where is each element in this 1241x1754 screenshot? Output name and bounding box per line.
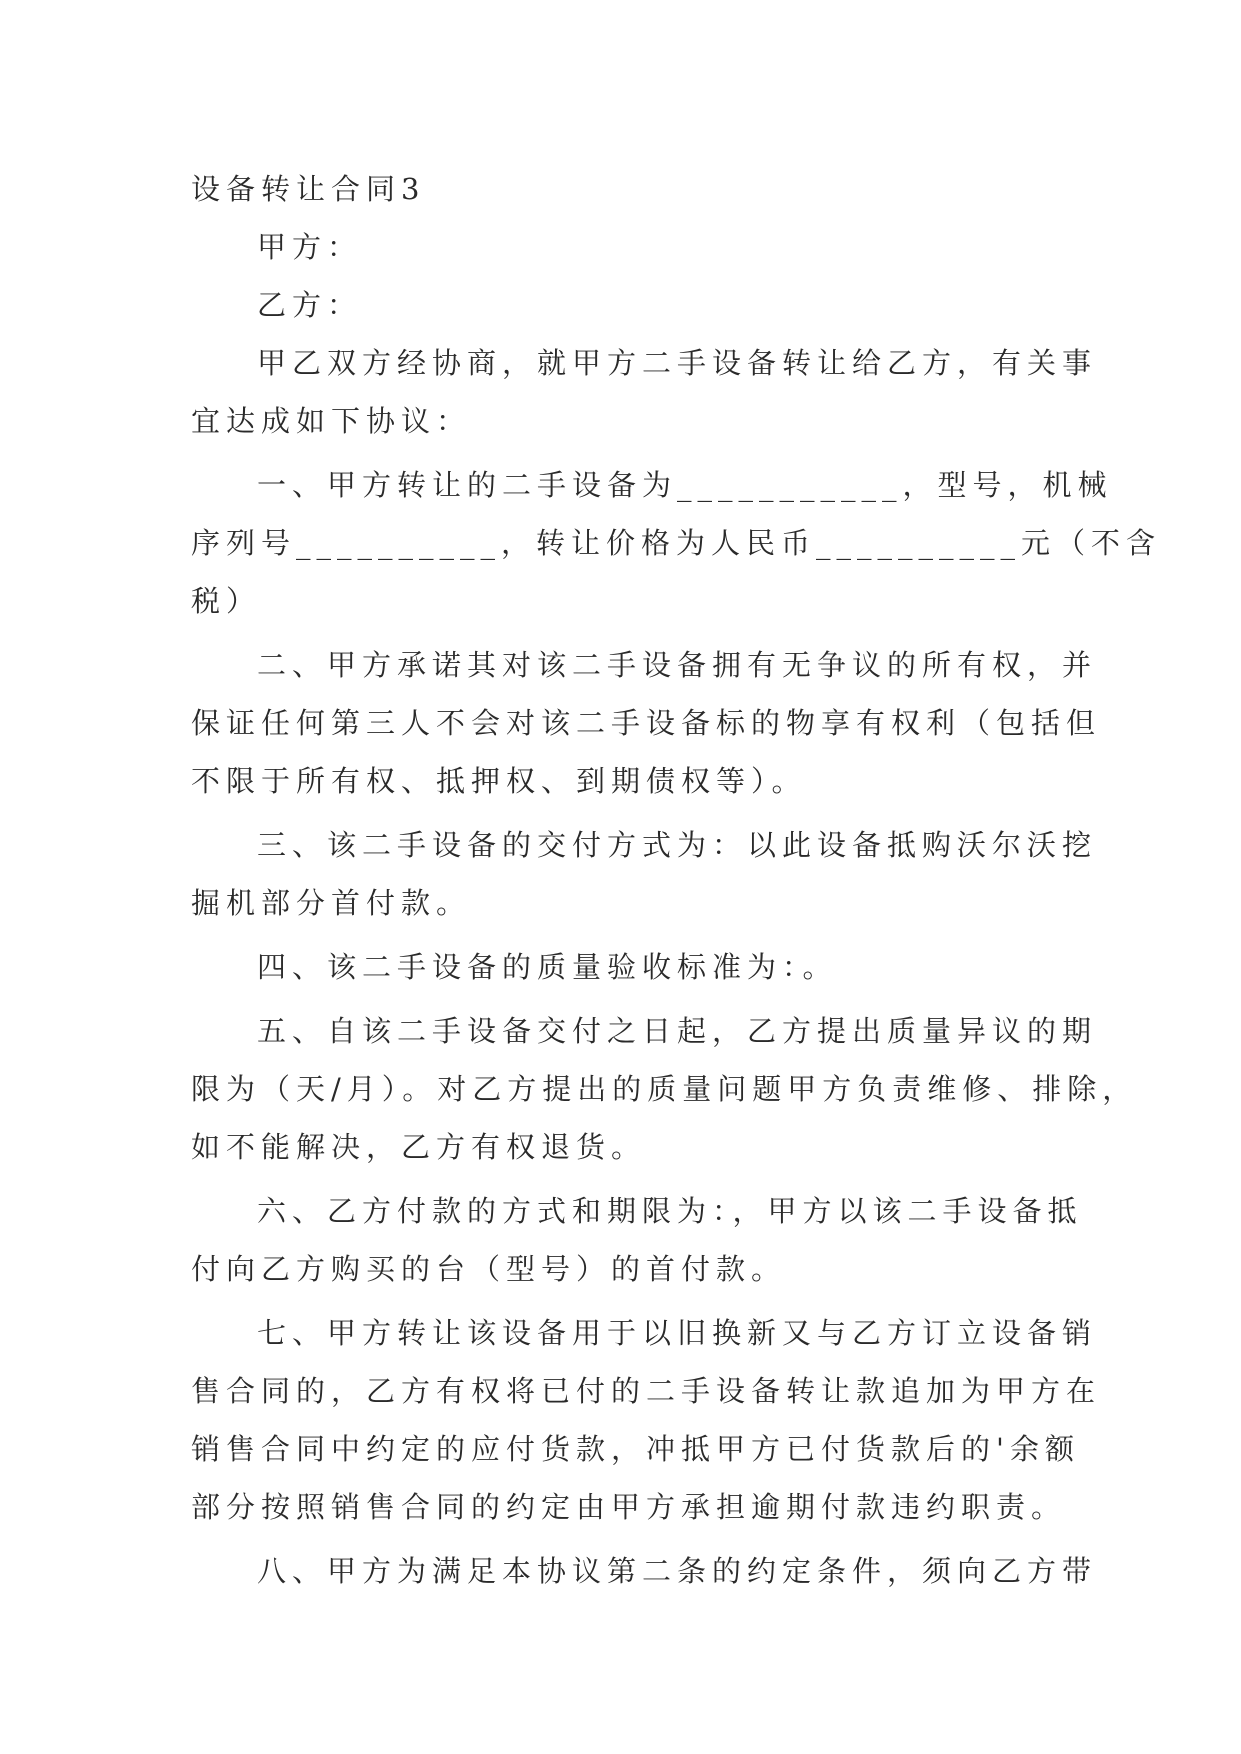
- document-title: 设备转让合同3: [191, 172, 426, 206]
- document-body: [191, 160, 1162, 1600]
- paragraph-line: 八、甲方为满足本协议第二条的约定条件，须向乙方带: [257, 1554, 1098, 1588]
- paragraph-line: 限为（天/月）。对乙方提出的质量问题甲方负责维修、排除，: [191, 1072, 1138, 1106]
- paragraph-line: 如不能解决，乙方有权退货。: [191, 1130, 647, 1164]
- paragraph-line: 四、该二手设备的质量验收标准为：。: [257, 950, 838, 984]
- paragraph-line: 售合同的，乙方有权将已付的二手设备转让款追加为甲方在: [191, 1374, 1102, 1408]
- paragraph-preamble: [191, 334, 1098, 450]
- paragraph-line: 一、甲方转让的二手设备为___________，型号，机械: [257, 468, 1113, 502]
- paragraph-clause-6: [191, 1182, 1083, 1298]
- paragraph-clause-7: [191, 1304, 1102, 1536]
- paragraph-line: 税）: [191, 584, 262, 618]
- paragraph-line: 掘机部分首付款。: [191, 886, 472, 920]
- paragraph-line: 序列号__________，转让价格为人民币__________元（不含: [191, 526, 1162, 560]
- paragraph-clause-8: [191, 1542, 1098, 1600]
- paragraph-line: 部分按照销售合同的约定由甲方承担逾期付款违约职责。: [191, 1490, 1067, 1524]
- paragraph-line: 五、自该二手设备交付之日起，乙方提出质量异议的期: [257, 1014, 1098, 1048]
- paragraph-line: 七、甲方转让该设备用于以旧换新又与乙方订立设备销: [257, 1316, 1098, 1350]
- paragraph-line: 三、该二手设备的交付方式为：以此设备抵购沃尔沃挖: [257, 828, 1098, 862]
- paragraph-clause-5: [191, 1002, 1138, 1176]
- paragraph-line: 宜达成如下协议：: [191, 404, 472, 438]
- party-b-label: 乙方：: [257, 288, 363, 322]
- paragraph-line: 不限于所有权、抵押权、到期债权等）。: [191, 764, 807, 798]
- paragraph-clause-4: [191, 938, 1049, 996]
- paragraph-line: 保证任何第三人不会对该二手设备标的物享有权利（包括但: [191, 706, 1102, 740]
- paragraph-line: 六、乙方付款的方式和期限为：，甲方以该二手设备抵: [257, 1194, 1083, 1228]
- party-a-label: 甲方：: [257, 230, 363, 264]
- paragraph-clause-1: [191, 456, 1162, 630]
- paragraph-line: 付向乙方购买的台（型号）的首付款。: [191, 1252, 787, 1286]
- paragraph-clause-3: [191, 816, 1098, 932]
- paragraph-line: 二、甲方承诺其对该二手设备拥有无争议的所有权，并: [257, 648, 1098, 682]
- paragraph-line: 销售合同中约定的应付货款，冲抵甲方已付货款后的'余额: [191, 1432, 1080, 1466]
- paragraph-clause-2: [191, 636, 1102, 810]
- paragraph-line: 甲乙双方经协商，就甲方二手设备转让给乙方，有关事: [257, 346, 1098, 380]
